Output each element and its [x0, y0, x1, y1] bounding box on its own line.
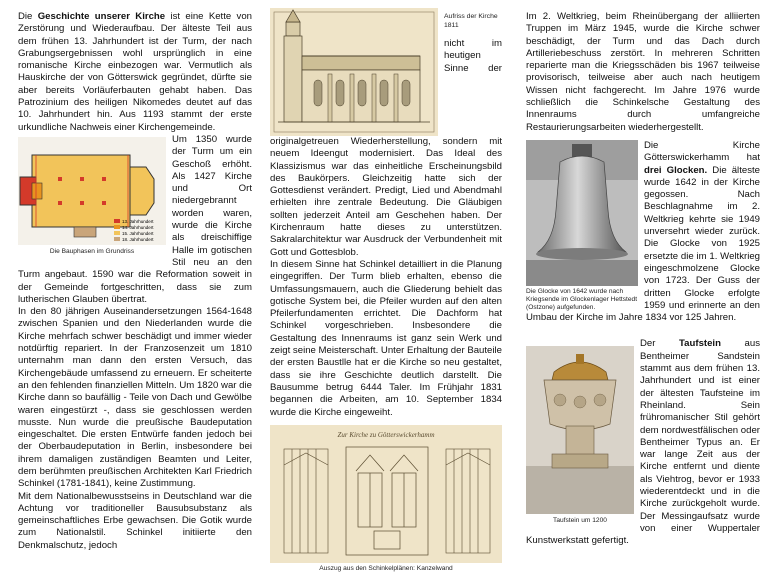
bells-paragraph: Die Kirche Götterswickerhamm hat drei Glocken. Die älteste wurde 1642 in der Kirche gegossen. Nach Beschlagnahme im 2. Weltkrieg kehrte sie 1949 unversehrt wieder zurück. Die Glocke von 1925 ersetzte die im 1. Weltkrieg eingeschmolzene Glocke von 1723. Der Guss der dritten Glocke erfolgte 1959 und erinnerte an den Umbau der Kirche im Jahre 1834 vor 125 Jahren.	[526, 139, 760, 324]
column-middle	[270, 0, 502, 572]
bells-heading: drei Glocken.	[644, 164, 708, 176]
legend-14: 14. Jahrhundert	[122, 224, 154, 230]
legend-13: 13. Jahrhundert	[122, 218, 154, 224]
bell-caption: Die Glocke von 1642 wurde nach Kriegsende im Glockenlager Hettstedt (Ostzone) aufgefunden.	[526, 287, 638, 311]
war-paragraph: Im 2. Weltkrieg, beim Rheinübergang der alliierten Truppen im März 1945, wurde die Kirche schwer beschädigt, der Turm und das Dach durch Artilleriebeschuss zerstört. In mehreren Schritten reparierte man die Kriegsschäden bis 1967 teilweise provisorisch, teilweise aber auch nach heutigem Wissen nicht fachgerecht. Im Jahre 1976 wurde schließlich die Schinkelsche Gestaltung des Innenraums durch umfangreiche Restaurierungsarbeiten wiederhergestellt.	[526, 11, 760, 133]
bell-photo	[526, 140, 638, 286]
floorplan-image	[18, 137, 166, 245]
floorplan-figure	[18, 137, 166, 255]
legend-18: 18. Jahrhundert	[122, 236, 154, 242]
history-heading: Geschichte unserer Kirche	[37, 11, 166, 22]
font-photo	[526, 346, 634, 514]
elevation-caption: Aufriss der Kirche 1811	[444, 13, 498, 29]
schinkel-p1: nicht im heutigen Sinne der originalgetreuen Wiederherstellung, sondern mit neuem Ideengut modernisiert. Das Ideal des Klassizismus war das einheitliche Erscheinungsbild des Baukörpers. Gleichzeitig hatte sich der Gottesdienst verändert. Predigt, Lied und Abendmahl erhielten ihre zentrale Bedeutung. Die Gläubigen sollten jederzeit Anteil am Geschehen haben. Der Kirchenraum hatte dieses zu unterstützen. Sakralarchitektur war Ausdruck der Verbundenheit mit Gott und Gottesblob.	[270, 38, 502, 258]
font-intro: Der Taufstein aus Bentheimer Sandstein stammt aus dem frühen 13. Jahrhundert und ist einer der ältesten Taufsteine im Rheinland. Sein frühromanischer Stil gehört dem nordwestfälischen oder Bentheimer Typus an. Er war lange Zeit aus der Kirche entfernt und diente als Viehtrog, bevor er 1933 wiederentdeckt und in die Kirche zurückgeholt wurde. Der Messingaufsatz wurde von einer Wuppertaler Kunstwerkstatt gefertigt.	[526, 338, 761, 547]
floorplan-caption: Die Bauphasen im Grundriss	[49, 247, 135, 255]
font-figure	[526, 346, 634, 525]
pulpit-plan-figure	[270, 425, 502, 573]
column-left	[18, 0, 253, 551]
plan-title: Zur Kirche zu Götterswickerhamm	[337, 430, 435, 439]
history-p3: In den 80 jährigen Auseinandersetzungen 1564-1648 zwischen Spanien und den Niederlanden wurde die Kirche mehrfach schwer beschädigt und immer wieder notdürftig repariert. In der Franzosenzeit um 1810 unternahm man dann den ersten Versuch, das Kirchengebäude umfassend zu erneuern. Er scheiterte an den fehlenden finanziellen Mitteln. Um 1820 war die Kirche dann so baufällig - Teile von Dach und Gewölbe waren eingestürzt -, dass sie geschlossen werden musste. Nun wurde die preußische Baudeputation eingeschaltet. Die ersten Entwürfe fanden jedoch bei der Oberbaudeputation in Berlin, insbesondere bei ihrem damaligen zuständigen Beamten und Leiter, dem berühmten preußischen Architekten Karl Friedrich Schinkel (1781-1841), keine Zustimmung.	[18, 306, 252, 490]
history-intro: Die Geschichte unserer Kirche ist eine Kette von Zerstörung und Wiederaufbau. Der älteste Teil aus dem frühen 13. Jahrhundert ist der Turm, der nach Grabungsergebnissen wohl ursprünglich in eine romanische Kirche einbezogen war. Vermutlich als Hauskirche der von Götterswick gegründet, dürfte sie aber bereits Vorläuferbauten gehabt haben. Das Patrozinium des heiligen Nikomedes deutet auf das 10. Jahrhundert hin. Aus 1193 stammt der erste urkundliche Nachweis einer Kirchengemeinde.	[18, 11, 253, 133]
schinkel-p2: In diesem Sinne hat Schinkel detailliert in die Planung eingegriffen. Der Turm blieb erhalten, ebenso die Umfassungsmauern, auch die Gliederung behielt das gotische System bei, die Pfeiler wurden auf den alten Pfeilerfundamenten errichtet. Die Dachform hat Schinkel vorgeschrieben. Insbesondere die Gestaltung des Innenraums ist ganz sein Werk und zeigt seine Meisterschaft. Unter Erhaltung der Bauteile der ersten Baustlle hat er die Kirche so neu gestaltet, dass sie ihre Geschichte deutlich darstellt. Die Bausumme betrug 6444 Taler. Im Frühjahr 1831 begannen die Arbeiten, am 10. September 1834 wurde die Kirche eingeweiht.	[270, 258, 502, 418]
font-caption: Taufstein um 1200	[553, 517, 607, 524]
legend-15: 15. Jahrhundert	[122, 230, 154, 236]
history-p2: Um 1350 wurde der Turm um ein Geschoß erhöht. Als 1427 Kirche und Ort niedergebrannt worden waren, wurde die Kirche als dreischiffige Halle im gotischen Stil neu an den Turm angebaut. 1590 war die Reformation soweit in der Gemeinde fortgeschritten, dass sie zum lutherischen Glauben übertrat.	[18, 133, 252, 305]
font-heading: Taufstein	[679, 338, 721, 350]
history-p4: Mit dem Nationalbewusstseins in Deutschland war die Achtung vor traditioneller Bausubsubstanz als gemeinschaftliches Erbe gewachsen. Die Gotik wurde zum Nationalstil. Schinkel initiierte den Denkmalschutz, jedoch	[18, 490, 252, 551]
elevation-drawing	[270, 8, 438, 136]
bell-figure	[526, 140, 638, 312]
elevation-caption-wrap	[444, 8, 502, 30]
pulpit-plan-drawing	[270, 425, 502, 563]
pulpit-plan-caption: Auszug aus den Schinkelplänen: Kanzelwand	[319, 564, 453, 572]
elevation-figure	[270, 8, 438, 136]
